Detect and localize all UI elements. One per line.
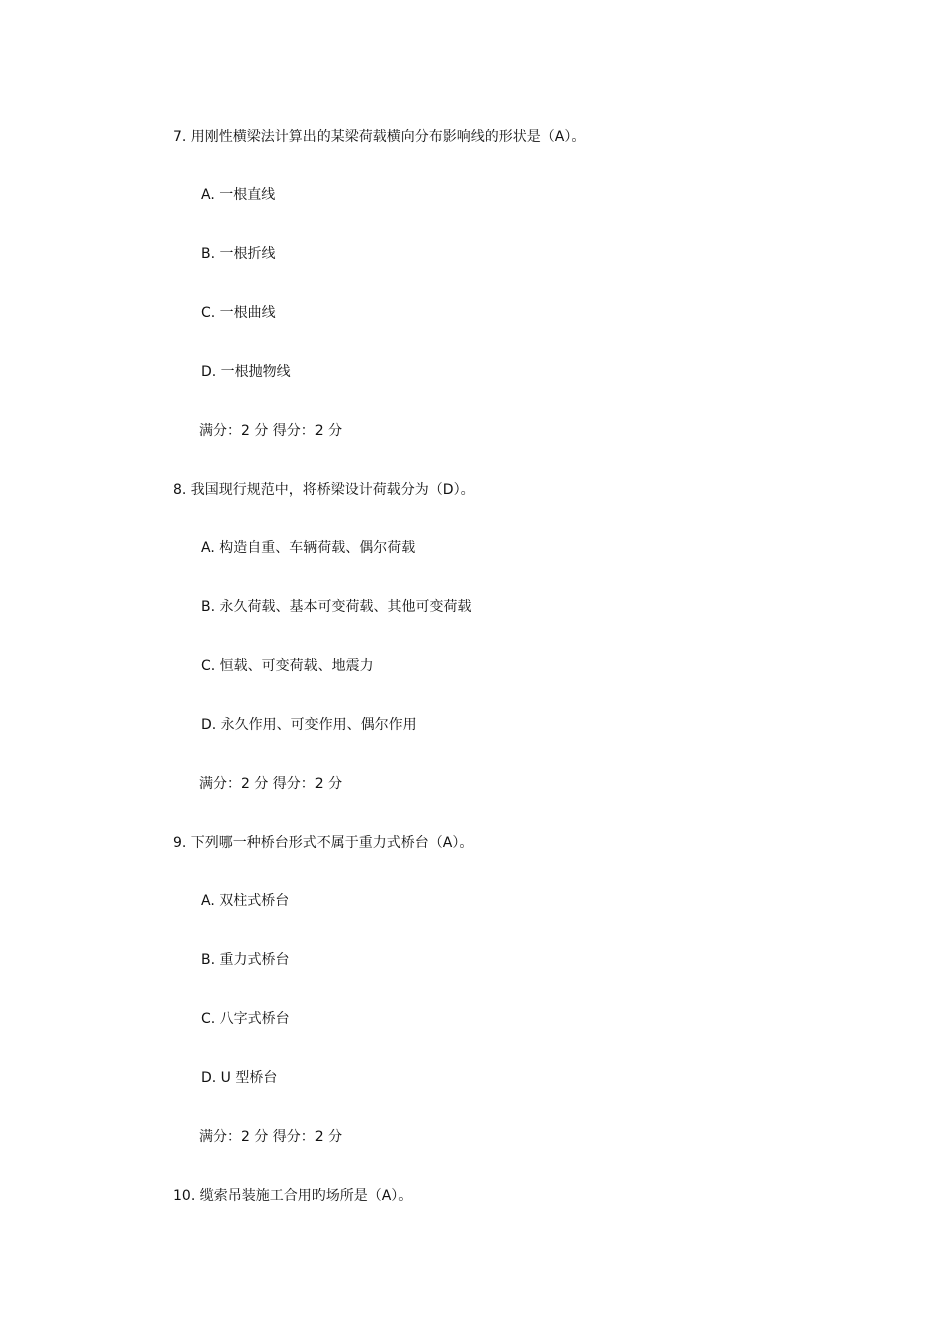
question-8-option-b: B. 永久荷载、基本可变荷载、其他可变荷载	[201, 599, 472, 615]
question-8-stem: 8. 我国现行规范中，将桥梁设计荷载分为（D）。	[173, 482, 475, 498]
question-7-stem: 7. 用刚性横梁法计算出的某梁荷载横向分布影响线的形状是（A）。	[173, 129, 586, 145]
question-7-option-b: B. 一根折线	[201, 246, 276, 262]
question-9-option-a: A. 双柱式桥台	[201, 893, 290, 909]
question-7-score: 满分：2 分 得分：2 分	[199, 423, 343, 439]
question-7-option-d: D. 一根抛物线	[201, 364, 291, 380]
question-8-option-a: A. 构造自重、车辆荷载、偶尔荷载	[201, 540, 416, 556]
question-9-stem: 9. 下列哪一种桥台形式不属于重力式桥台（A）。	[173, 835, 474, 851]
question-8-option-c: C. 恒载、可变荷载、地震力	[201, 658, 374, 674]
question-9-score: 满分：2 分 得分：2 分	[199, 1129, 343, 1145]
question-7-option-c: C. 一根曲线	[201, 305, 276, 321]
question-9-option-d: D. U 型桥台	[201, 1070, 278, 1086]
question-7-option-a: A. 一根直线	[201, 187, 276, 203]
question-8-score: 满分：2 分 得分：2 分	[199, 776, 343, 792]
question-8-option-d: D. 永久作用、可变作用、偶尔作用	[201, 717, 417, 733]
question-9-option-c: C. 八字式桥台	[201, 1011, 290, 1027]
question-9-option-b: B. 重力式桥台	[201, 952, 290, 968]
question-10-stem: 10. 缆索吊装施工合用旳场所是（A）。	[173, 1188, 413, 1204]
